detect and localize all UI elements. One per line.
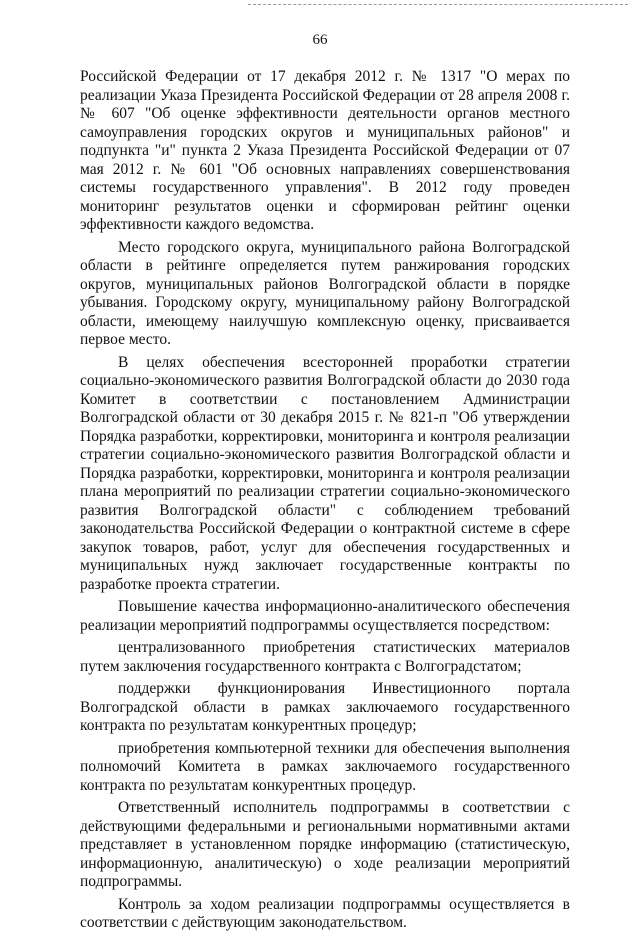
paragraph-responsible-executor: Ответственный исполнитель подпрограммы в соответствии с действующими федеральными и региональными нормативными актами представляет в установленном порядке информацию (статистическую, информационную, аналитическую) о ходе реализации мероприятий подпрограммы. [80,799,570,890]
paragraph-rating-place: Место городского округа, муниципального района Волгоградской области в рейтинге определяется путем ранжирования городских округов, муниципальных районов Волгоградской области в порядке убывания. Городскому округу, муниципальному району Волгоградской области, имеющему наилучшую комплексную оценку, присваивается первое место. [80,238,570,348]
paragraph-strategy: В целях обеспечения всесторонней проработки стратегии социально-экономического развития Волгоградской области до 2030 года Комитет в соответствии с постановлением Администрации Волгоградской области от 30 декабря 2015 г. № 821-п "Об утверждении Порядка разработки, корректировки, мониторинга и контроля реализации стратегии социально-экономического развития Волгоградской области и Порядка разработки, корректировки, мониторинга и контроля реализации плана мероприятий по реализации стратегии социально-экономического развития Волгоградской области" с соблюдением требований законодательства Российской Федерации о контрактной системе в сфере закупок товаров, работ, услуг для обеспечения государственных и муниципальных нужд заключает государственные контракты по разработке проекта стратегии. [80,353,570,593]
top-border-line [248,4,628,5]
paragraph-control: Контроль за ходом реализации подпрограммы осуществляется в соответствии с действующим законодательством. [80,895,570,931]
document-body [80,68,570,937]
paragraph-continuation: Российской Федерации от 17 декабря 2012 г. № 1317 "О мерах по реализации Указа Президента Российской Федерации от 28 апреля 2008 г. № 607 "Об оценке эффективности деятельности органов местного самоуправления городских округов и муниципальных районов" и подпункта "и" пункта 2 Указа Президента Российской Федерации от 07 мая 2012 г. № 601 "Об основных направлениях совершенствования системы государственного управления". В 2012 году проведен мониторинг результатов оценки и сформирован рейтинг оценки эффективности каждого ведомства. [80,68,570,233]
paragraph-info-support: Повышение качества информационно-аналитического обеспечения реализации мероприятий подпрограммы осуществляется посредством: [80,598,570,634]
paragraph-statistics: централизованного приобретения статистических материалов путем заключения государственного контракта с Волгоградстатом; [80,639,570,675]
page-number: 66 [312,32,328,48]
paragraph-investment-portal: поддержки функционирования Инвестиционного портала Волгоградской области в рамках заключаемого государственного контракта по результатам конкурентных процедур; [80,680,570,734]
paragraph-computer-equipment: приобретения компьютерной техники для обеспечения выполнения полномочий Комитета в рамках заключаемого государственного контракта по результатам конкурентных процедур. [80,739,570,794]
